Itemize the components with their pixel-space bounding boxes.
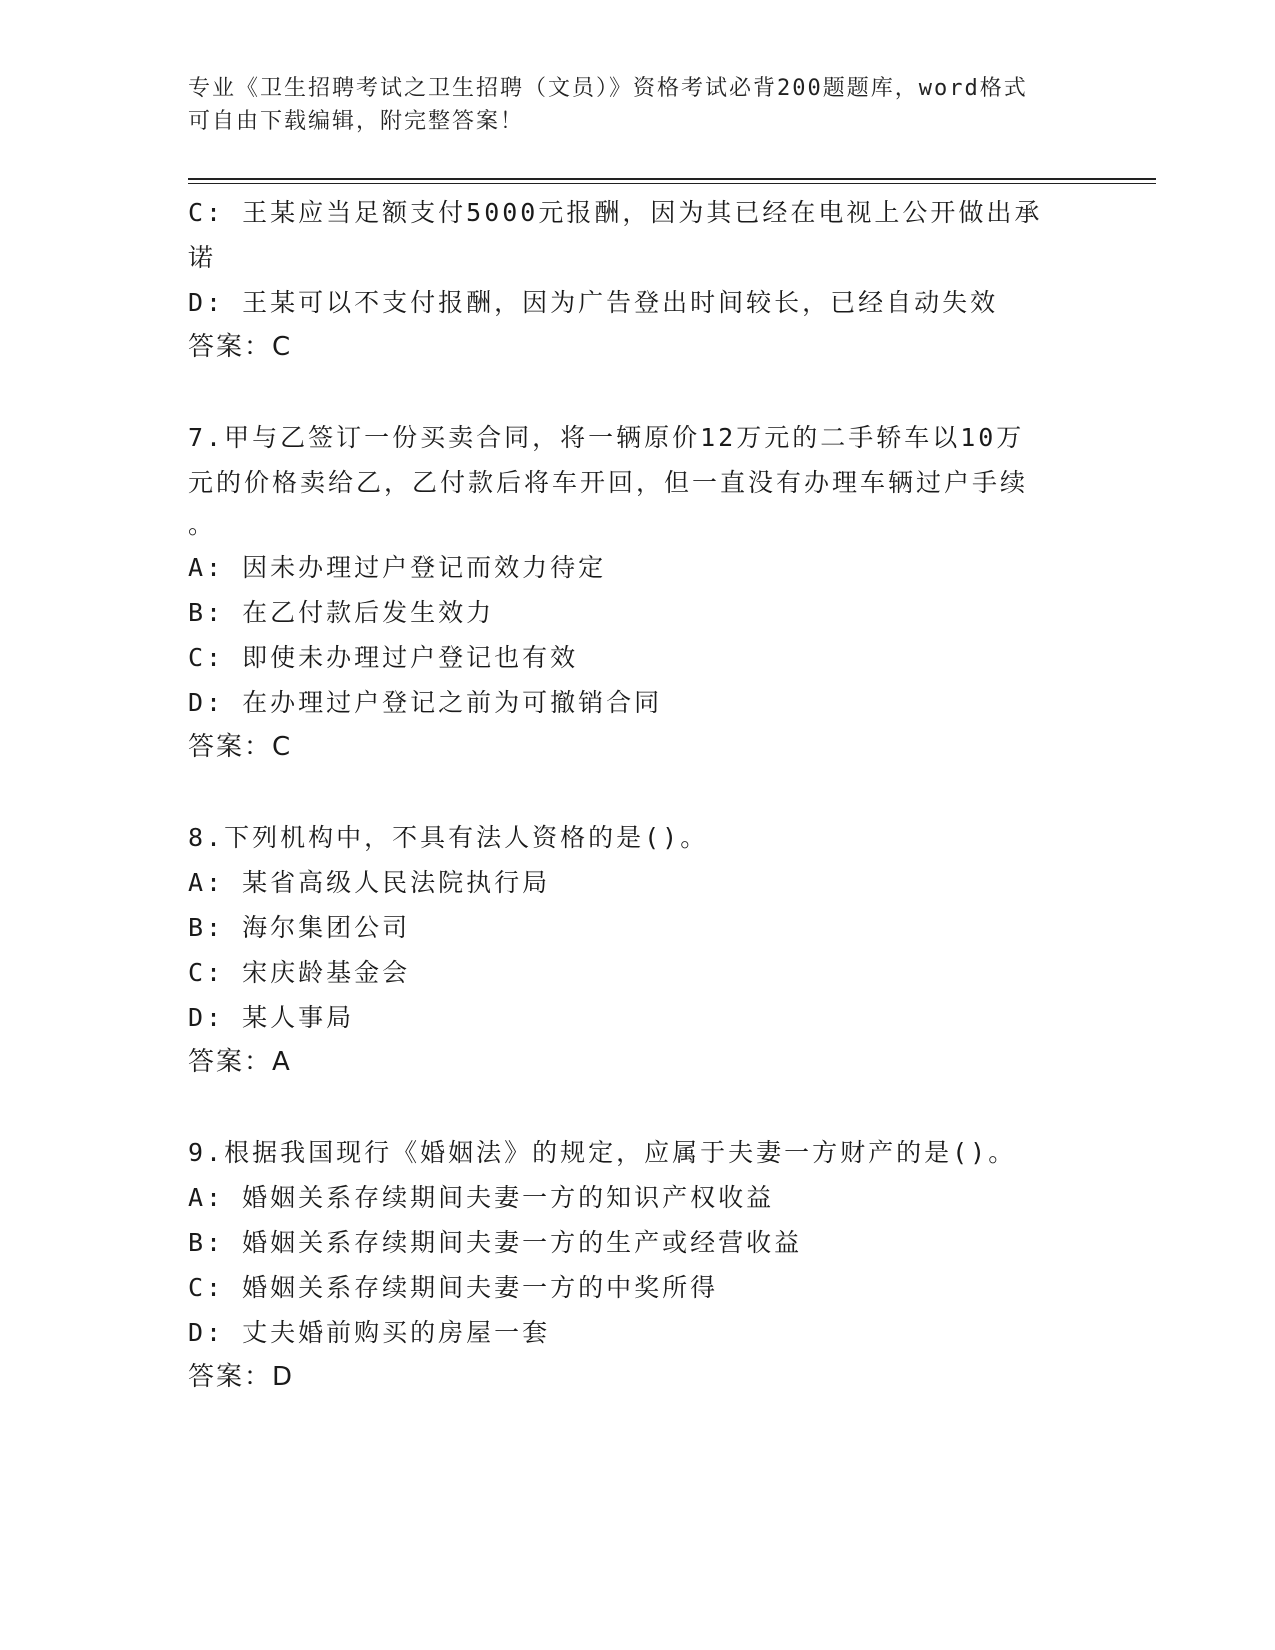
question-stem-line1: 9.根据我国现行《婚姻法》的规定，应属于夫妻一方财产的是()。 — [188, 1138, 1017, 1167]
question-stem-line1: 8.下列机构中，不具有法人资格的是()。 — [188, 823, 709, 852]
answer-label: 答案：A — [188, 1047, 292, 1077]
option-a: A: 某省高级人民法院执行局 — [188, 868, 551, 897]
option-c: C: 即使未办理过户登记也有效 — [188, 643, 579, 672]
document-header — [188, 72, 1088, 138]
option-c-line2: 诺 — [188, 243, 217, 272]
question-block-7 — [188, 415, 1068, 770]
option-a: A: 婚姻关系存续期间夫妻一方的知识产权收益 — [188, 1183, 775, 1212]
header-title-line2: 可自由下载编辑，附完整答案！ — [188, 109, 525, 134]
option-b: B: 婚姻关系存续期间夫妻一方的生产或经营收益 — [188, 1228, 803, 1257]
option-d: D: 在办理过户登记之前为可撤销合同 — [188, 688, 663, 717]
question-block-8 — [188, 815, 1068, 1085]
question-stem-line3: 。 — [188, 510, 217, 539]
header-divider-thick — [188, 178, 1156, 180]
option-c: C: 宋庆龄基金会 — [188, 958, 411, 987]
option-d: D: 王某可以不支付报酬，因为广告登出时间较长，已经自动失效 — [188, 288, 999, 317]
answer-label: 答案：D — [188, 1362, 295, 1392]
option-c-line1: C: 王某应当足额支付5000元报酬，因为其已经在电视上公开做出承 — [188, 198, 1043, 227]
question-block-6-continued — [188, 190, 1068, 370]
option-b: B: 海尔集团公司 — [188, 913, 411, 942]
question-stem-line2: 元的价格卖给乙，乙付款后将车开回，但一直没有办理车辆过户手续 — [188, 468, 1029, 497]
header-divider-thin — [188, 183, 1156, 184]
option-c: C: 婚姻关系存续期间夫妻一方的中奖所得 — [188, 1273, 719, 1302]
document-body — [188, 190, 1068, 1400]
question-stem-line1: 7.甲与乙签订一份买卖合同，将一辆原价12万元的二手轿车以10万 — [188, 423, 1025, 452]
option-d: D: 丈夫婚前购买的房屋一套 — [188, 1318, 551, 1347]
answer-label: 答案：C — [188, 332, 293, 362]
answer-label: 答案：C — [188, 732, 293, 762]
option-d: D: 某人事局 — [188, 1003, 355, 1032]
question-block-9 — [188, 1130, 1068, 1400]
header-title-line1: 专业《卫生招聘考试之卫生招聘（文员）》资格考试必背200题题库，word格式 — [188, 76, 1028, 101]
option-a: A: 因未办理过户登记而效力待定 — [188, 553, 607, 582]
option-b: B: 在乙付款后发生效力 — [188, 598, 495, 627]
